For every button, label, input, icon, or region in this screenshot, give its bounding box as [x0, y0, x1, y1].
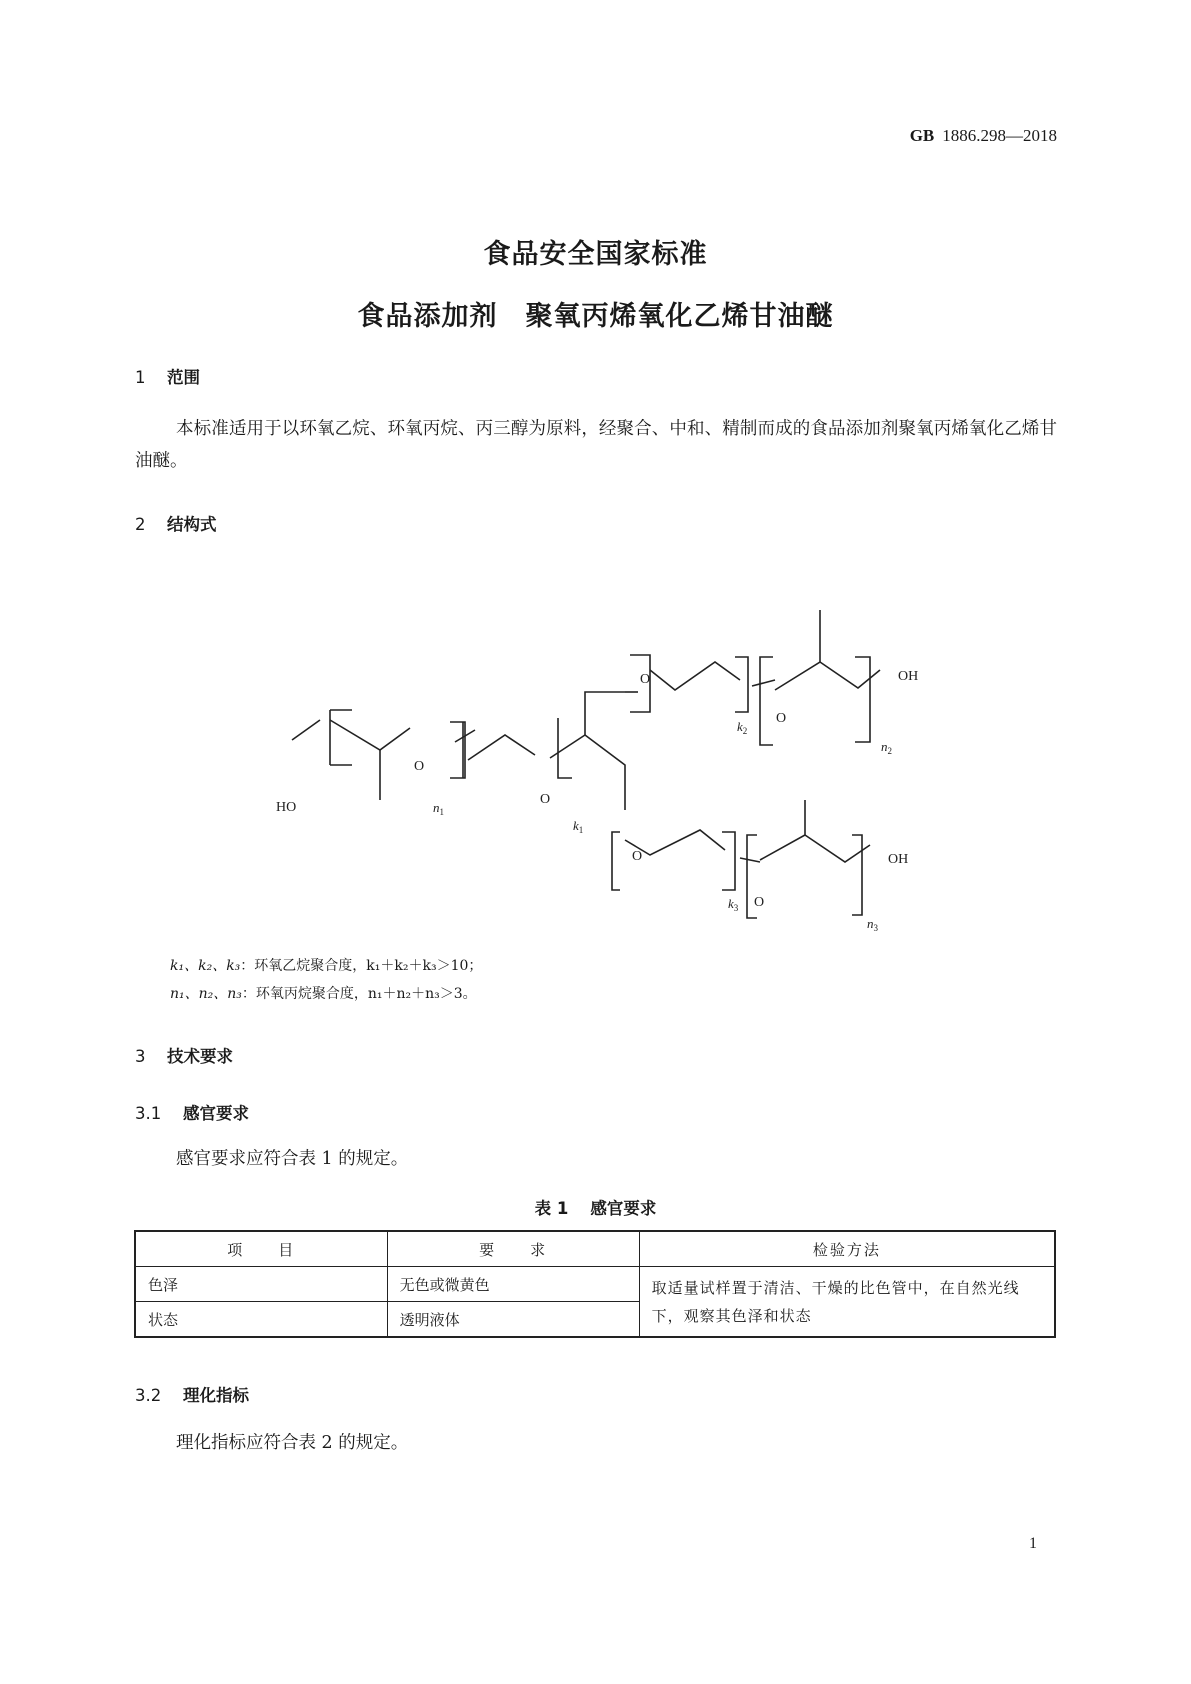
cell-requirement: 透明液体 — [387, 1302, 639, 1338]
note-vars: n₁、n₂、n₃ — [170, 986, 242, 1002]
oxygen-label: O — [776, 711, 787, 726]
section-title: 感官要求 — [183, 1104, 249, 1123]
hydroxyl-label-bottom: OH — [888, 852, 909, 867]
note-text: ：环氧丙烷聚合度，n₁＋n₂＋n₃＞3。 — [241, 986, 477, 1002]
note-vars: k₁、k₂、k₃ — [170, 958, 241, 974]
cell-method: 取适量试样置于清洁、干燥的比色管中，在自然光线下，观察其色泽和状态 — [639, 1267, 1055, 1338]
oxygen-label: O — [414, 759, 425, 774]
cell-item: 色泽 — [135, 1267, 387, 1302]
cell-item: 状态 — [135, 1302, 387, 1338]
section-title: 理化指标 — [183, 1386, 249, 1405]
table-caption-title: 感官要求 — [590, 1199, 657, 1218]
standard-prefix: GB — [909, 126, 935, 145]
section-title: 范围 — [167, 368, 200, 387]
subscript-k3: $k_3$ — [728, 896, 739, 913]
section-number: 3.2 — [135, 1386, 162, 1405]
section-title: 技术要求 — [167, 1047, 233, 1066]
subscript-n1: $n_1$ — [433, 800, 444, 817]
oxygen-label: O — [640, 672, 651, 687]
section-3-1-heading — [135, 1100, 249, 1124]
subscript-n2: $n_2$ — [881, 739, 892, 756]
subscript-k2: $k_2$ — [737, 719, 748, 736]
subscript-k1: $k_1$ — [573, 818, 584, 835]
hydroxyl-label-top: OH — [898, 669, 919, 684]
table-header-row — [135, 1231, 1055, 1267]
section-number: 2 — [135, 515, 146, 534]
formula-labels — [276, 669, 918, 933]
page-number: 1 — [1029, 1535, 1037, 1552]
cell-requirement: 无色或微黄色 — [387, 1267, 639, 1302]
document-title: 食品安全国家标准 — [483, 239, 708, 270]
section-number: 1 — [135, 368, 146, 387]
section-number: 3.1 — [135, 1104, 162, 1123]
formula-note-k — [170, 955, 482, 975]
formula-note-n — [170, 983, 477, 1003]
hydroxyl-label-left: HO — [276, 800, 297, 815]
section-number: 3 — [135, 1047, 146, 1066]
section-3-heading — [135, 1043, 233, 1067]
sensory-requirements-table — [134, 1230, 1056, 1338]
standard-number: 1886.298—2018 — [942, 126, 1057, 145]
section-title: 结构式 — [167, 515, 217, 534]
subtitle-part-b: 聚氧丙烯氧化乙烯甘油醚 — [525, 301, 834, 332]
subscript-n3: $n_3$ — [867, 916, 878, 933]
section-3-1-body: 感官要求应符合表 1 的规定。 — [176, 1149, 409, 1169]
section-3-2-heading — [135, 1382, 249, 1406]
oxygen-label: O — [632, 849, 643, 864]
column-header-requirement: 要 求 — [387, 1231, 639, 1267]
table-row — [135, 1267, 1055, 1302]
table-caption-number: 表 1 — [534, 1199, 569, 1218]
table-1-caption — [0, 1195, 1191, 1219]
formula-bonds — [292, 610, 880, 918]
subtitle-part-a: 食品添加剂 — [357, 301, 498, 332]
section-3-2-body: 理化指标应符合表 2 的规定。 — [176, 1433, 409, 1453]
section-1-body: 本标准适用于以环氧乙烷、环氧丙烷、丙三醇为原料，经聚合、中和、精制而成的食品添加剂聚氧丙烯氧化乙烯甘油醚。 — [135, 419, 1057, 471]
column-header-item: 项 目 — [135, 1231, 387, 1267]
oxygen-label: O — [754, 895, 765, 910]
note-text: ：环氧乙烷聚合度，k₁＋k₂＋k₃＞10； — [240, 958, 483, 974]
oxygen-label: O — [540, 792, 551, 807]
column-header-method: 检验方法 — [639, 1231, 1055, 1267]
